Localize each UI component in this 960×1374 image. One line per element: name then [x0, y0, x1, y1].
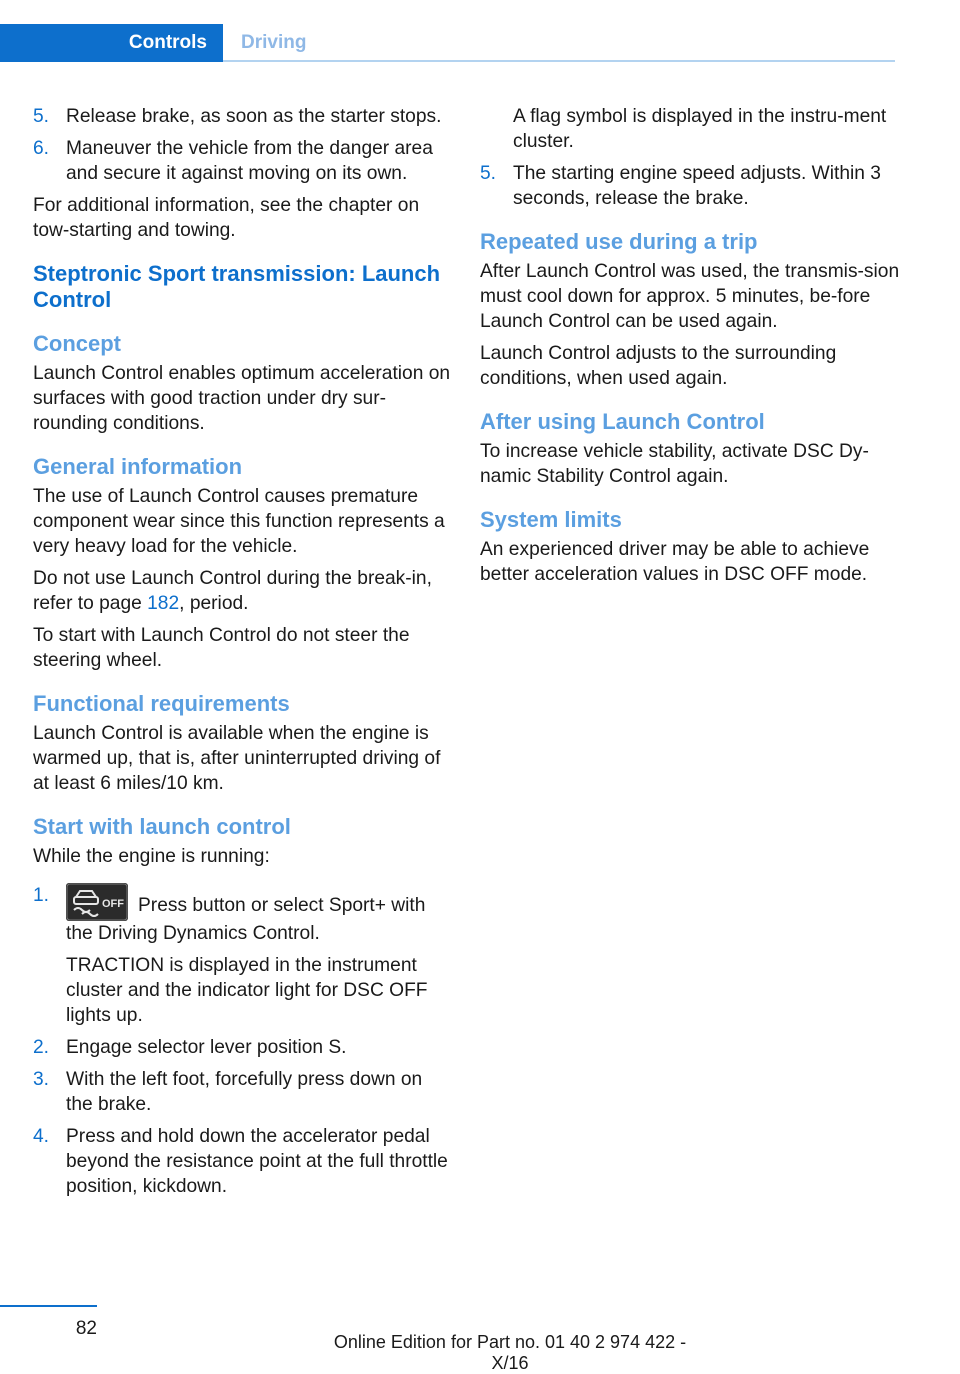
- heading-start-with-launch-control: Start with launch control: [33, 814, 291, 839]
- list-subparagraph: A flag symbol is displayed in the instru‐ment cluster.: [513, 106, 887, 152]
- list-text: Maneuver the vehicle from the danger area and secure it against moving on its own.: [66, 138, 433, 184]
- right-column: [480, 104, 900, 594]
- header-rule: [223, 60, 895, 62]
- paragraph: After Launch Control was used, the transmis‐sion must cool down for approx. 5 minutes, be‐fore Launch Control can be used again.: [480, 261, 900, 332]
- tab-controls[interactable]: Controls: [0, 24, 223, 62]
- list-number: 6.: [33, 138, 50, 159]
- list-text: Engage selector lever position S.: [66, 1037, 347, 1058]
- heading-system-limits: System limits: [480, 507, 622, 532]
- section-title: Steptronic Sport transmission: Launch Control: [33, 261, 441, 312]
- icon-label: OFF: [102, 898, 124, 910]
- heading-repeated-use: Repeated use during a trip: [480, 229, 758, 254]
- list-number: 3.: [33, 1069, 50, 1090]
- left-column: [33, 104, 453, 1206]
- paragraph: For additional information, see the chapter on tow-starting and towing.: [33, 195, 420, 241]
- paragraph: Launch Control is available when the engine is warmed up, that is, after uninterrupted driving of at least 6 miles/10 km.: [33, 723, 441, 794]
- list-item: [33, 136, 453, 186]
- paragraph: The use of Launch Control causes premature component wear since this function represents a very heavy load for the vehicle.: [33, 486, 445, 557]
- list-text: [66, 883, 453, 946]
- heading-concept: Concept: [33, 331, 121, 356]
- step-text: Press button or select Sport+ with the Driving Dynamics Control.: [66, 895, 426, 944]
- paragraph: To increase vehicle stability, activate DSC Dy‐namic Stability Control again.: [480, 441, 869, 487]
- page-header: [0, 0, 960, 62]
- paragraph: Launch Control adjusts to the surrounding conditions, when used again.: [480, 343, 837, 389]
- paragraph: An experienced driver may be able to achieve better acceleration values in DSC OFF mode.: [480, 539, 870, 585]
- footer-rule: [0, 1305, 97, 1307]
- list-text: Press and hold down the accelerator pedal beyond the resistance point at the full throttle position, kickdown.: [66, 1126, 448, 1197]
- text-run: Do not use Launch Control during the break-in, refer to page: [33, 568, 432, 614]
- heading-after-using-launch-control: After using Launch Control: [480, 409, 765, 434]
- list-number: 2.: [33, 1037, 50, 1058]
- page-reference-link[interactable]: 182: [147, 593, 180, 614]
- list-number: 5.: [33, 106, 50, 127]
- list-text: The starting engine speed adjusts. Within 3 seconds, release the brake.: [513, 163, 881, 209]
- tab-driving[interactable]: Driving: [241, 32, 307, 53]
- list-item: [33, 1124, 453, 1199]
- paragraph: Launch Control enables optimum acceleration on surfaces with good traction under dry sur‐rounding conditions.: [33, 363, 451, 434]
- list-number: 5.: [480, 163, 497, 184]
- list-item: [33, 1067, 453, 1117]
- list-item: [33, 883, 453, 946]
- list-item: [33, 104, 453, 129]
- list-number: 4.: [33, 1126, 50, 1147]
- list-number: 1.: [33, 885, 50, 906]
- list-item: [480, 161, 900, 211]
- list-subparagraph: TRACTION is displayed in the instrument cluster and the indicator light for DSC OFF lights up.: [66, 955, 428, 1026]
- list-text: Release brake, as soon as the starter stops.: [66, 106, 442, 127]
- paragraph: [33, 566, 453, 616]
- edition-note: Online Edition for Part no. 01 40 2 974 422 - X/16: [333, 1332, 687, 1373]
- list-text: With the left foot, forcefully press down on the brake.: [66, 1069, 423, 1115]
- paragraph: While the engine is running:: [33, 846, 270, 867]
- text-run: , period.: [179, 593, 249, 614]
- dsc-off-button-icon: [66, 883, 128, 921]
- heading-functional-requirements: Functional requirements: [33, 691, 290, 716]
- heading-general-information: General information: [33, 454, 243, 479]
- paragraph: To start with Launch Control do not steer the steering wheel.: [33, 625, 410, 671]
- page-number: 82: [75, 1318, 97, 1339]
- list-item: [33, 1035, 453, 1060]
